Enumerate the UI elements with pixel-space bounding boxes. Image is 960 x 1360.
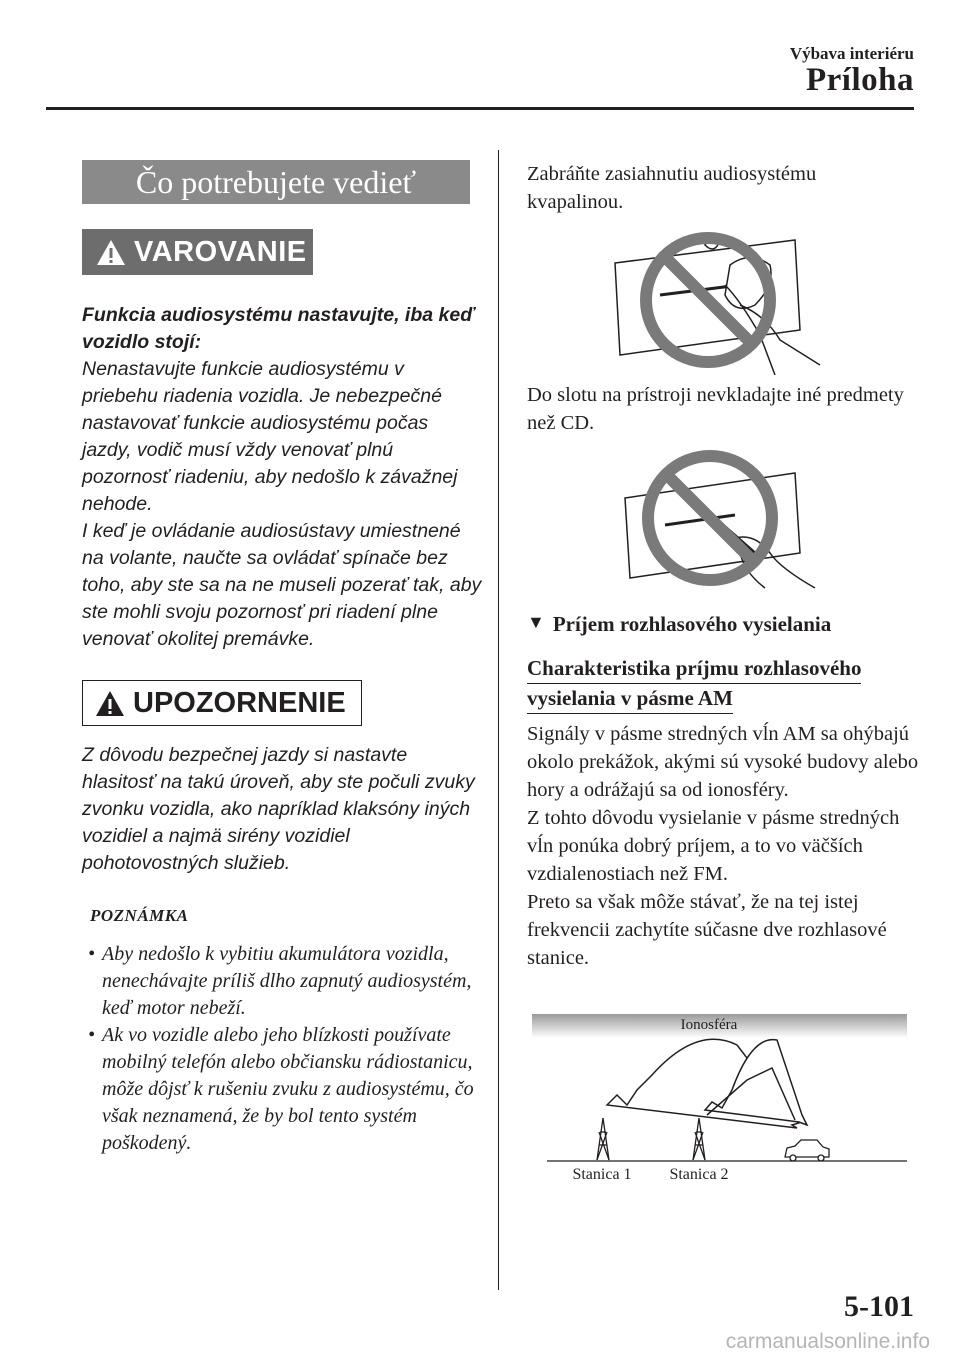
note-bullet: • [88,1024,96,1046]
triangle-marker-icon: ▼ [527,612,545,632]
car-icon [785,1140,829,1161]
column-divider [498,150,499,1290]
section-title: Čo potrebujete vedieť [82,160,470,204]
radio-tower-icon [597,1118,609,1160]
note-item [88,941,478,1022]
caution-label: UPOZORNENIE [133,686,346,719]
note-bullet: • [88,943,96,965]
page-number: 5-101 [844,1290,914,1323]
note-text: Ak vo vozidle alebo jeho blízkosti používate mobilný telefón alebo občiansku rádiostanicu, môže dôjsť k rušeniu zvuku z audiosystému, čo však neznamená, že by bol tento systém poškodený. [102,1024,474,1154]
liquid-warning-text: Zabráňte zasiahnutiu audiosystému kvapalinou. [527,163,817,213]
warning-heading: Funkcia audiosystému nastavujte, iba keď vozidlo stojí: [82,304,475,353]
station2-label: Stanica 2 [669,1166,729,1183]
am-heading-line2: vysielania v pásme AM [527,684,733,714]
radio-tower-icon [693,1118,705,1160]
am-heading [527,654,861,714]
slot-warning-text: Do slotu na prístroji nevkladajte iné predmety než CD. [527,384,904,434]
warning-triangle-icon [96,239,126,266]
subsection-title: Príjem rozhlasového vysielania [552,612,832,636]
no-objects-in-slot-illustration [590,443,830,593]
caution-label-box [82,680,362,726]
note-title: POZNÁMKA [90,906,189,925]
ionosphere-diagram [527,1010,912,1185]
warning-body: Nenastavujte funkcie audiosystému v priebehu riadenia vozidla. Je nebezpečné nastavovať funkcie audiosystému počas jazdy, vodič musí vždy venovať plnú pozornosť riadeniu, aby nedošlo k závažnej nehode. I keď je ovládanie audiosústavy umiestnené na volante, naučte sa ovládať spínače bez toho, aby ste sa na ne museli pozerať tak, aby ste mohli svoju pozornosť pri riadení plne venovať okolitej premávke. [82,358,482,650]
header-subtitle: Výbava interiéru [789,44,914,63]
header-rule [46,107,914,110]
station1-label: Stanica 1 [572,1166,632,1183]
subsection-heading [527,612,831,637]
am-description: Signály v pásme stredných vĺn AM sa ohýbajú okolo prekážok, akými sú vysoké budovy alebo hory a odrážajú sa od ionosféry. Z tohto dôvodu vysielanie v pásme stredných vĺn ponúka dobrý príjem, a to vo väčších vzdialenostiach než FM. Preto sa však môže stávať, že na tej istej frekvencii zachytíte súčasne dve rozhlasové stanice. [527,723,919,969]
header-title: Príloha [806,62,914,98]
ionosphere-label: Ionosféra [680,1017,738,1033]
warning-triangle-icon [95,690,125,717]
note-item [88,1022,478,1157]
note-text: Aby nedošlo k vybitiu akumulátora vozidla, nenechávajte príliš dlho zapnutý audiosystém, keď motor nebeží. [102,943,472,1019]
warning-label: VAROVANIE [134,235,307,268]
watermark: carmanualsonline.info [725,1330,930,1353]
am-heading-line1: Charakteristika príjmu rozhlasového [527,654,861,684]
no-liquid-illustration [590,225,830,375]
caution-body: Z dôvodu bezpečnej jazdy si nastavte hlasitosť na takú úroveň, aby ste počuli zvuky zvonku vozidla, ako napríklad klaksóny iných vozidiel a najmä sirény vozidiel pohotovostných služieb. [82,744,475,874]
warning-label-box [82,229,313,275]
